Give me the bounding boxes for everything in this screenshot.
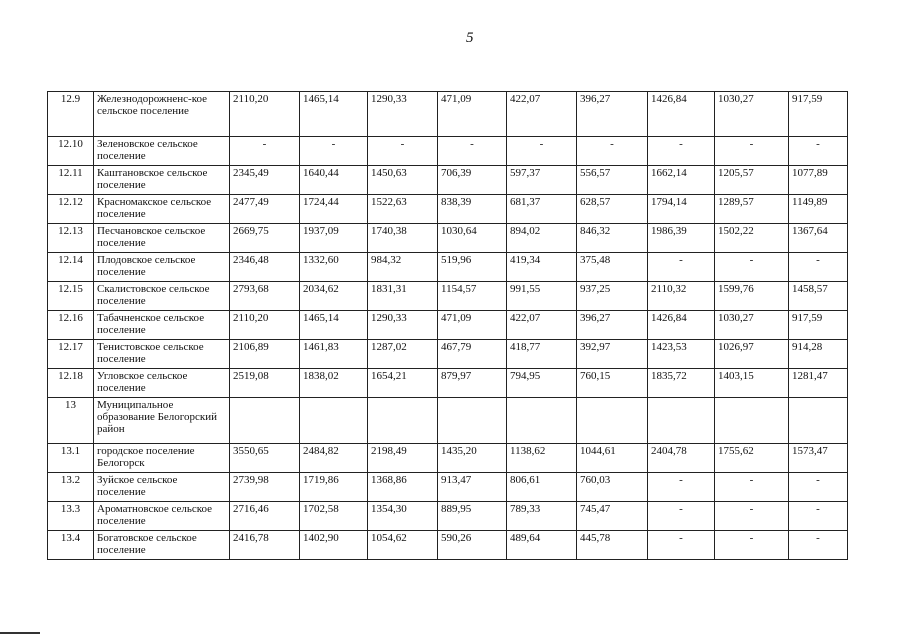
settlement-name: городское поселение Белогорск [94,444,230,473]
value-cell: 1077,89 [789,166,848,195]
value-cell: 1054,62 [368,531,438,560]
value-cell: 1290,33 [368,311,438,340]
value-cell: 1332,60 [300,253,368,282]
settlement-name: Богатовское сельское поселение [94,531,230,560]
row-number: 12.11 [48,166,94,195]
value-cell: 1426,84 [648,92,715,137]
value-cell: 1030,64 [438,224,507,253]
row-number: 12.18 [48,369,94,398]
value-cell: 1465,14 [300,92,368,137]
value-cell: - [715,137,789,166]
settlement-name: Ароматновское сельское поселение [94,502,230,531]
value-cell: 1794,14 [648,195,715,224]
value-cell [715,398,789,444]
row-number: 12.13 [48,224,94,253]
value-cell: 806,61 [507,473,577,502]
value-cell: 1835,72 [648,369,715,398]
value-cell: 2416,78 [230,531,300,560]
value-cell: 1149,89 [789,195,848,224]
value-cell: 894,02 [507,224,577,253]
table-row [48,473,848,502]
settlement-name: Зеленовское сельское поселение [94,137,230,166]
value-cell: 917,59 [789,92,848,137]
value-cell: 422,07 [507,92,577,137]
value-cell: 597,37 [507,166,577,195]
table-row [48,92,848,137]
value-cell: 1458,57 [789,282,848,311]
value-cell [438,398,507,444]
value-cell: 1719,86 [300,473,368,502]
value-cell [507,398,577,444]
settlement-name: Песчановское сельское поселение [94,224,230,253]
value-cell: 422,07 [507,311,577,340]
tariff-table [47,91,848,560]
settlement-name: Каштановское сельское поселение [94,166,230,195]
value-cell: 1724,44 [300,195,368,224]
value-cell: 1937,09 [300,224,368,253]
table-row [48,224,848,253]
row-number: 12.12 [48,195,94,224]
value-cell: - [300,137,368,166]
value-cell: 1138,62 [507,444,577,473]
value-cell: 1450,63 [368,166,438,195]
value-cell [368,398,438,444]
settlement-name: Железнодорожненс-кое сельское поселение [94,92,230,137]
value-cell: 1403,15 [715,369,789,398]
value-cell: 2106,89 [230,340,300,369]
value-cell: - [507,137,577,166]
value-cell: 1599,76 [715,282,789,311]
value-cell: 1402,90 [300,531,368,560]
table-row [48,137,848,166]
value-cell: 471,09 [438,92,507,137]
value-cell: 2716,46 [230,502,300,531]
value-cell: 396,27 [577,92,648,137]
value-cell: 1289,57 [715,195,789,224]
value-cell: - [789,531,848,560]
value-cell: 2519,08 [230,369,300,398]
value-cell: 1030,27 [715,311,789,340]
settlement-name: Тенистовское сельское поселение [94,340,230,369]
table-row [48,531,848,560]
value-cell: 1354,30 [368,502,438,531]
row-number: 13.2 [48,473,94,502]
value-cell: 392,97 [577,340,648,369]
value-cell: 1654,21 [368,369,438,398]
value-cell: 937,25 [577,282,648,311]
value-cell: 2110,20 [230,92,300,137]
table-row [48,444,848,473]
value-cell: 519,96 [438,253,507,282]
value-cell: 846,32 [577,224,648,253]
value-cell: 471,09 [438,311,507,340]
value-cell: 838,39 [438,195,507,224]
value-cell: - [789,253,848,282]
footer-rule [0,632,40,634]
value-cell: - [648,473,715,502]
value-cell: - [648,531,715,560]
value-cell: 489,64 [507,531,577,560]
value-cell: 984,32 [368,253,438,282]
table-row [48,340,848,369]
value-cell: 1702,58 [300,502,368,531]
value-cell: 2034,62 [300,282,368,311]
value-cell: 2345,49 [230,166,300,195]
value-cell: 1755,62 [715,444,789,473]
value-cell: - [715,253,789,282]
value-cell [300,398,368,444]
value-cell: 445,78 [577,531,648,560]
value-cell: 2793,68 [230,282,300,311]
page-number: 5 [466,30,474,46]
value-cell: 1044,61 [577,444,648,473]
value-cell: - [648,502,715,531]
value-cell: 1465,14 [300,311,368,340]
value-cell: - [438,137,507,166]
value-cell: - [789,502,848,531]
value-cell: 681,37 [507,195,577,224]
table-row [48,253,848,282]
value-cell: - [715,531,789,560]
value-cell: - [577,137,648,166]
value-cell: 1287,02 [368,340,438,369]
row-number: 13.1 [48,444,94,473]
value-cell: 1573,47 [789,444,848,473]
value-cell: 745,47 [577,502,648,531]
value-cell: - [789,473,848,502]
value-cell: 2110,32 [648,282,715,311]
value-cell: 1423,53 [648,340,715,369]
value-cell [648,398,715,444]
value-cell: 1030,27 [715,92,789,137]
row-number: 13 [48,398,94,444]
value-cell: 1205,57 [715,166,789,195]
value-cell: 1640,44 [300,166,368,195]
value-cell: 1461,83 [300,340,368,369]
table-body [48,92,848,560]
value-cell: - [789,137,848,166]
value-cell: 1502,22 [715,224,789,253]
value-cell: - [715,502,789,531]
value-cell: 2404,78 [648,444,715,473]
value-cell: 628,57 [577,195,648,224]
settlement-name: Скалистовское сельское поселение [94,282,230,311]
value-cell: 914,28 [789,340,848,369]
value-cell: 760,15 [577,369,648,398]
settlement-name: Угловское сельское поселение [94,369,230,398]
value-cell: 1986,39 [648,224,715,253]
value-cell: 991,55 [507,282,577,311]
value-cell: 879,97 [438,369,507,398]
value-cell: 1522,63 [368,195,438,224]
value-cell [230,398,300,444]
settlement-name: Плодовское сельское поселение [94,253,230,282]
table-row [48,311,848,340]
row-number: 13.4 [48,531,94,560]
value-cell: 1838,02 [300,369,368,398]
value-cell: - [368,137,438,166]
table-row [48,166,848,195]
settlement-name: Зуйское сельское поселение [94,473,230,502]
row-number: 12.17 [48,340,94,369]
value-cell: 1435,20 [438,444,507,473]
value-cell: 2477,49 [230,195,300,224]
value-cell: 396,27 [577,311,648,340]
value-cell: 419,34 [507,253,577,282]
value-cell: 1368,86 [368,473,438,502]
value-cell: 789,33 [507,502,577,531]
value-cell: 760,03 [577,473,648,502]
value-cell: 556,57 [577,166,648,195]
value-cell: 418,77 [507,340,577,369]
row-number: 12.15 [48,282,94,311]
value-cell: - [648,253,715,282]
value-cell: 2484,82 [300,444,368,473]
table-row [48,195,848,224]
value-cell: 1026,97 [715,340,789,369]
value-cell: 794,95 [507,369,577,398]
value-cell: 2110,20 [230,311,300,340]
value-cell: 2346,48 [230,253,300,282]
row-number: 12.14 [48,253,94,282]
value-cell: 2198,49 [368,444,438,473]
table-row [48,282,848,311]
value-cell: 467,79 [438,340,507,369]
value-cell [789,398,848,444]
value-cell: 375,48 [577,253,648,282]
value-cell: 1831,31 [368,282,438,311]
value-cell: 1290,33 [368,92,438,137]
value-cell: 913,47 [438,473,507,502]
table-row [48,502,848,531]
value-cell: 917,59 [789,311,848,340]
value-cell: - [648,137,715,166]
value-cell: 706,39 [438,166,507,195]
row-number: 13.3 [48,502,94,531]
table-row [48,398,848,444]
row-number: 12.9 [48,92,94,137]
table-row [48,369,848,398]
value-cell: 3550,65 [230,444,300,473]
settlement-name: Красномакское сельское поселение [94,195,230,224]
value-cell: 889,95 [438,502,507,531]
value-cell: - [715,473,789,502]
value-cell: 1367,64 [789,224,848,253]
row-number: 12.10 [48,137,94,166]
value-cell: 2739,98 [230,473,300,502]
value-cell: 590,26 [438,531,507,560]
value-cell: 1740,38 [368,224,438,253]
settlement-name: Табачненское сельское поселение [94,311,230,340]
value-cell: 2669,75 [230,224,300,253]
value-cell: 1281,47 [789,369,848,398]
row-number: 12.16 [48,311,94,340]
value-cell: 1662,14 [648,166,715,195]
settlement-name: Муниципальное образование Белогорский район [94,398,230,444]
value-cell: 1426,84 [648,311,715,340]
value-cell [577,398,648,444]
value-cell: 1154,57 [438,282,507,311]
value-cell: - [230,137,300,166]
